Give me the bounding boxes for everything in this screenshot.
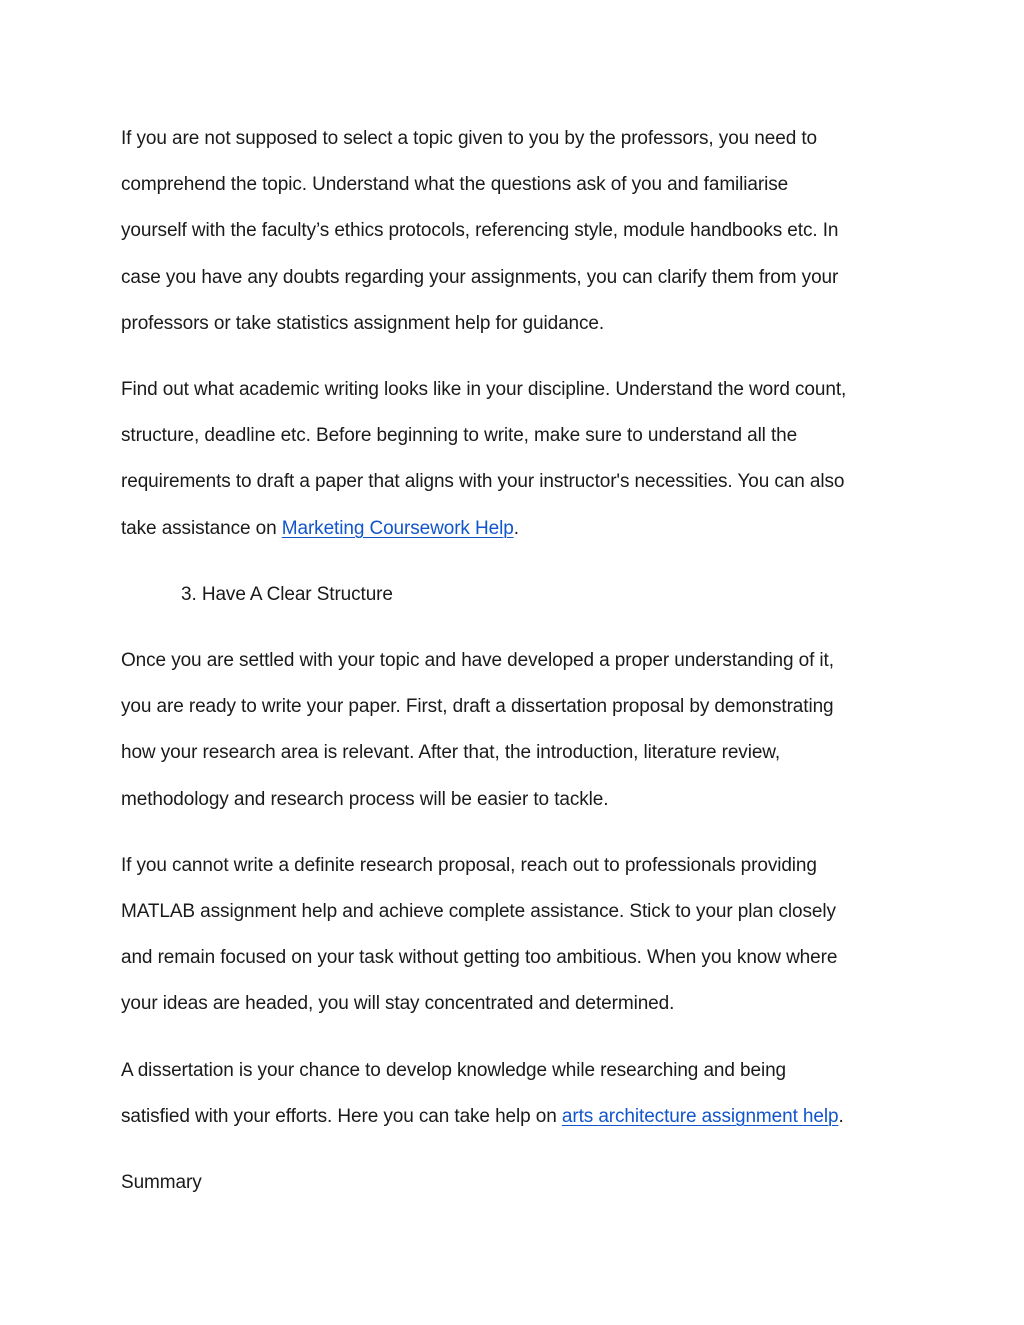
document-body xyxy=(121,116,911,1226)
text-line: how your research area is relevant. After that, the introduction, literature review, xyxy=(121,742,781,764)
text-line: yourself with the faculty’s ethics protocols, referencing style, module handbooks etc. In xyxy=(121,220,839,242)
text-line: Once you are settled with your topic and have developed a proper understanding of it, xyxy=(121,650,834,672)
text-line: If you cannot write a definite research proposal, reach out to professionals providing xyxy=(121,854,817,876)
text-line: If you are not supposed to select a topic given to you by the professors, you need to xyxy=(121,128,817,149)
paragraph-dissertation-proposal xyxy=(121,638,911,823)
text-fragment: take assistance on xyxy=(121,517,282,539)
paragraph-academic-writing xyxy=(121,367,911,552)
text-line: professors or take statistics assignment help for guidance. xyxy=(121,312,605,334)
text-line xyxy=(121,1094,911,1140)
summary-heading: Summary xyxy=(121,1172,202,1194)
paragraph-topic-comprehension xyxy=(121,116,911,347)
text-line: your ideas are headed, you will stay concentrated and determined. xyxy=(121,993,675,1015)
text-line: and remain focused on your task without getting too ambitious. When you know where xyxy=(121,947,838,969)
text-line: A dissertation is your chance to develop knowledge while researching and being xyxy=(121,1059,787,1081)
text-line: you are ready to write your paper. First, draft a dissertation proposal by demonstrating xyxy=(121,696,834,718)
marketing-coursework-help-link[interactable]: Marketing Coursework Help xyxy=(281,517,514,539)
text-fragment: . xyxy=(513,517,519,539)
text-line: Find out what academic writing looks like in your discipline. Understand the word count, xyxy=(121,379,847,401)
text-line: methodology and research process will be easier to tackle. xyxy=(121,788,609,810)
text-line: case you have any doubts regarding your assignments, you can clarify them from your xyxy=(121,266,839,288)
text-line xyxy=(121,506,911,552)
text-line: MATLAB assignment help and achieve complete assistance. Stick to your plan closely xyxy=(121,901,836,923)
section-heading-clear-structure: 3. Have A Clear Structure xyxy=(181,583,393,605)
text-line: requirements to draft a paper that aligns with your instructor's necessities. You can also xyxy=(121,471,845,493)
arts-architecture-assignment-help-link[interactable]: arts architecture assignment help xyxy=(561,1105,839,1127)
paragraph-dissertation-chance xyxy=(121,1048,911,1140)
text-line: comprehend the topic. Understand what the questions ask of you and familiarise xyxy=(121,174,789,196)
text-fragment: . xyxy=(838,1105,844,1127)
text-fragment: satisfied with your efforts. Here you can take help on xyxy=(121,1105,562,1127)
text-line: structure, deadline etc. Before beginning to write, make sure to understand all the xyxy=(121,425,798,447)
paragraph-research-proposal-help xyxy=(121,843,911,1028)
